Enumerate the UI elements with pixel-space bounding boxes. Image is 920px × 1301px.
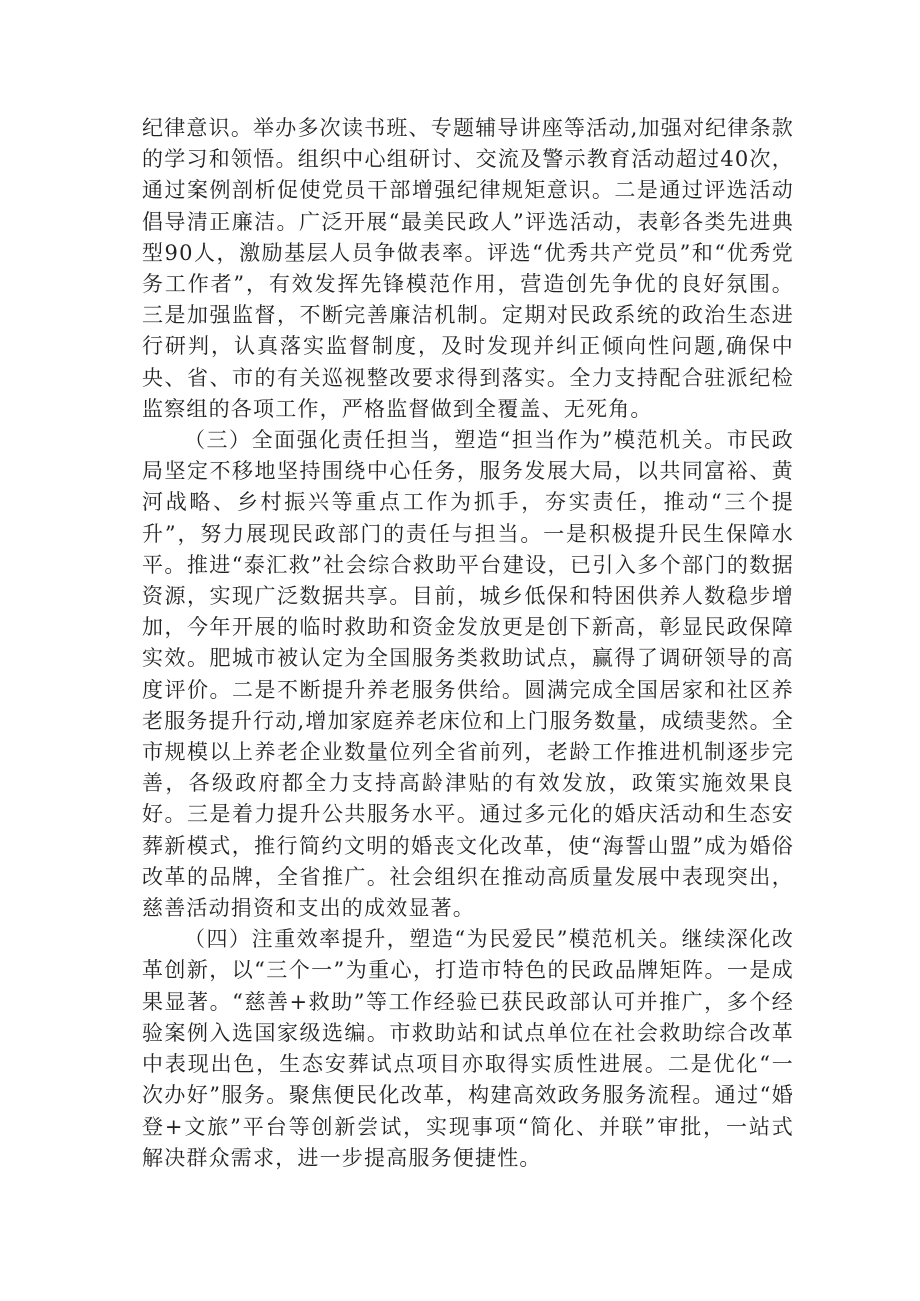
- document-body: [142, 113, 794, 1174]
- paragraph-section-three: （三）全面强化责任担当，塑造“担当作为”模范机关。市民政局坚定不移地坚持围绕中心任务，服务发展大局，以共同富裕、黄河战略、乡村振兴等重点工作为抓手，夯实责任，推动“三个提升”，努力展现民政部门的责任与担当。一是积极提升民生保障水平。推进“泰汇救”社会综合救助平台建设，已引入多个部门的数据资源，实现广泛数据共享。目前，城乡低保和特困供养人数稳步增加，今年开展的临时救助和资金发放更是创下新高，彰显民政保障实效。肥城市被认定为全国服务类救助试点，赢得了调研领导的高度评价。二是不断提升养老服务供给。圆满完成全国居家和社区养老服务提升行动,增加家庭养老床位和上门服务数量，成绩斐然。全市规模以上养老企业数量位列全省前列，老龄工作推进机制逐步完善，各级政府都全力支持高龄津贴的有效发放，政策实施效果良好。三是着力提升公共服务水平。通过多元化的婚庆活动和生态安葬新模式，推行简约文明的婚丧文化改革，使“海誓山盟”成为婚俗改革的品牌，全省推广。社会组织在推动高质量发展中表现突出，慈善活动捐资和支出的成效显著。: [142, 428, 794, 921]
- paragraph-section-four: （四）注重效率提升，塑造“为民爱民”模范机关。继续深化改革创新，以“三个一”为重心，打造市特色的民政品牌矩阵。一是成果显著。“慈善+救助”等工作经验已获民政部认可并推广，多个经验案例入选国家级选编。市救助站和试点单位在社会救助综合改革中表现出色，生态安葬试点项目亦取得实质性进展。二是优化“一次办好”服务。聚焦便民化改革，构建高效政务服务流程。通过“婚登+文旅”平台等创新尝试，实现事项“简化、并联”审批，一站式解决群众需求，进一步提高服务便捷性。: [142, 927, 794, 1170]
- paragraph-discipline: 纪律意识。举办多次读书班、专题辅导讲座等活动,加强对纪律条款的学习和领悟。组织中心组研讨、交流及警示教育活动超过40次，通过案例剖析促使党员干部增强纪律规矩意识。二是通过评选活动倡导清正廉洁。广泛开展“最美民政人”评选活动，表彰各类先进典型90人，激励基层人员争做表率。评选“优秀共产党员”和“优秀党务工作者”，有效发挥先锋模范作用，营造创先争优的良好氛围。三是加强监督，不断完善廉洁机制。定期对民政系统的政治生态进行研判，认真落实监督制度，及时发现并纠正倾向性问题,确保中央、省、市的有关巡视整改要求得到落实。全力支持配合驻派纪检监察组的各项工作，严格监督做到全覆盖、无死角。: [142, 116, 794, 421]
